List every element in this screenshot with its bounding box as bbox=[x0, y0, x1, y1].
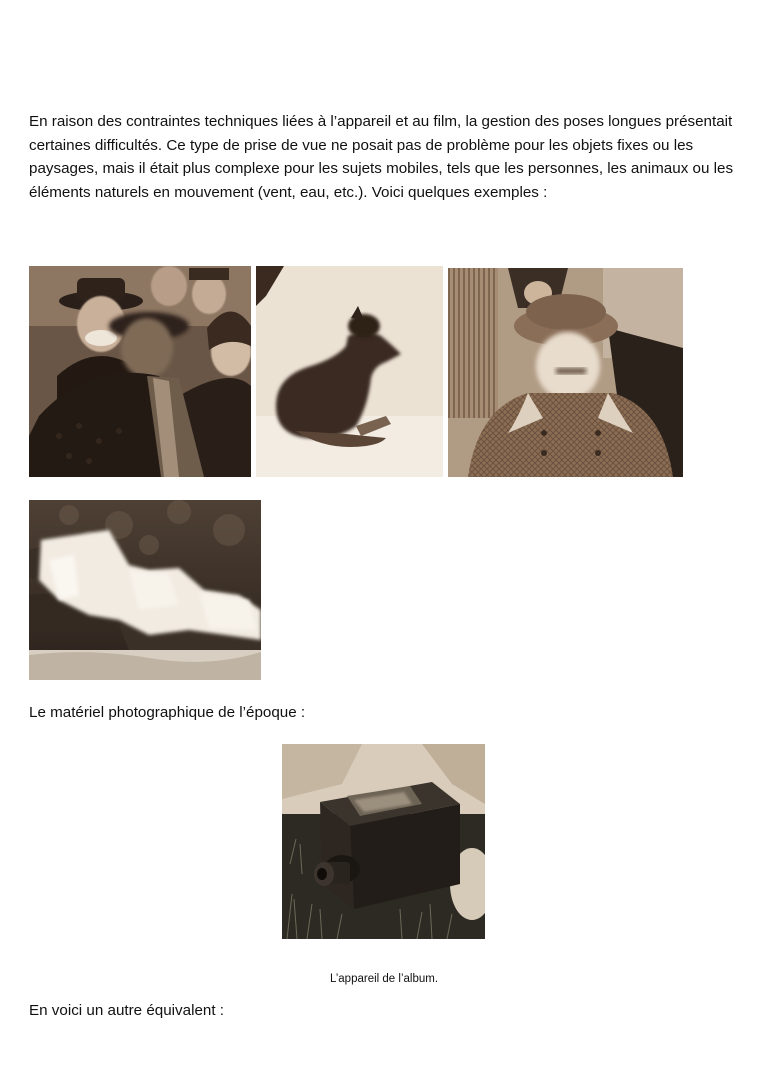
camera-caption: L’appareil de l’album. bbox=[329, 972, 439, 985]
photo-waterfall bbox=[29, 500, 261, 680]
intro-paragraph: En raison des contraintes techniques liées à l’appareil et au film, la gestion des poses longues présentait certaines difficultés. Ce type de prise de vue ne posait pas de problème pour les objets fixes ou les paysages, mais il était plus complexe pour les sujets mobiles, tels que les personnes, les animaux ou les éléments naturels en mouvement (vent, eau, etc.). Voici quelques exemples : bbox=[29, 113, 734, 201]
photo-blurred-dog bbox=[256, 266, 443, 477]
photo-blurred-man-hat bbox=[448, 268, 683, 477]
photo-camera-box bbox=[282, 744, 485, 939]
photo-blurred-woman-crowd bbox=[29, 266, 251, 477]
autre-equivalent-text: En voici un autre équivalent : bbox=[29, 1002, 225, 1019]
materiel-heading-text: Le matériel photographique de l’époque : bbox=[29, 704, 306, 721]
